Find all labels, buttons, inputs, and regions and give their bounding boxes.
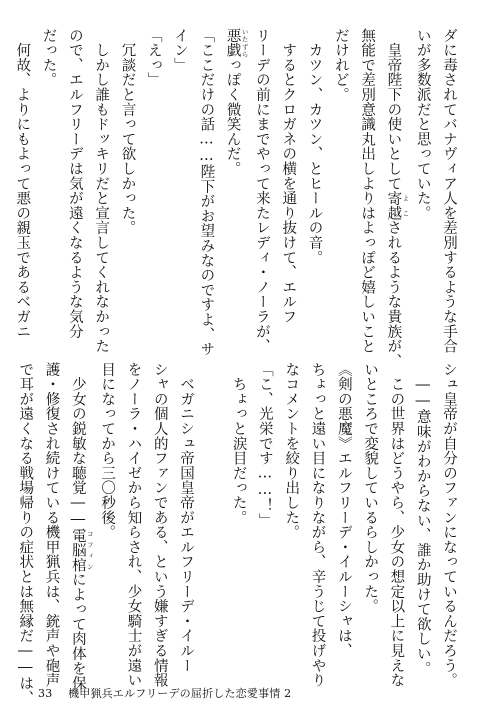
book-title: 機甲猟兵エルフリーデの屈折した恋愛事情 2 [68, 687, 292, 700]
text-line: 少女の鋭敏な聴覚――電脳棺 コフィンによって肉体を保 [69, 362, 94, 691]
furigana: 電脳棺 コフィン [69, 527, 94, 573]
text-line: 皇帝陛下の使いとして寄越 よこされるような貴族が、 [385, 28, 410, 369]
text-line: 何故、よりにもよって悪の親玉であるベガニ [14, 28, 31, 339]
text-line: で耳が遠くなる戦場帰りの症状とは無縁だ――は、 [17, 362, 34, 706]
text-line: カツン、カツン、とヒールの音。 [306, 28, 323, 265]
furigana: 悪戯 いたずら [224, 28, 249, 58]
text-line: 護・修復され続けている機甲猟兵は、銃声や砲声 [43, 362, 60, 688]
text-line: 《剣の悪魔》エルフリーデ・イルーシャは、 [335, 362, 352, 658]
text-line: ベガニシュ帝国皇帝がエルフリーデ・イルー [178, 362, 195, 673]
text-line: シュ皇帝が自分のファンになっているんだろう。 [441, 362, 457, 688]
text-line: だった。 [40, 28, 57, 88]
text-line: 冗談だと言って欲しかった。 [119, 28, 136, 236]
text-line: ちょっと涙目だった。 [230, 362, 247, 525]
text-line: しかし誰もドッキリだと宣言してくれなかった [93, 28, 110, 354]
text-line: 「ここだけの話……陛下がお望みなのですよ、サ [198, 28, 215, 357]
text-line: イン」 [172, 28, 189, 73]
text-line: 「こ、光栄です……！」 [256, 362, 273, 528]
text-line: リーデの前にまでやって来たレディ・ノーラが、 [253, 28, 270, 354]
text-line: なコメントを絞り出した。 [283, 362, 300, 540]
text-line: するとクロガネの横を通り抜けて、エルフ [280, 28, 297, 324]
text-line: シャの個人的ファンである、という嫌すぎる情報 [151, 362, 168, 688]
text-line: ダに毒されてバナヴィア人を差別するような手合 [441, 28, 457, 354]
text-line [199, 362, 225, 674]
text-line: ――意味がわからない、誰か助けて欲しい。 [414, 362, 431, 676]
text-line: いところで変貌しているらしかった。 [362, 362, 379, 614]
top-text-block [9, 28, 462, 369]
text-line: 「えっ」 [145, 28, 162, 88]
text-line: をノーラ・ハイゼから知らされ、少女騎士が遠い [125, 362, 142, 688]
text-line: ので、エルフリーデは気が遠くなるような気分 [66, 28, 83, 339]
furigana: 寄越 よこ [385, 190, 410, 221]
text-line: 悪戯 いたずらっぽく微笑んだ。 [224, 28, 249, 177]
text-line: だけれど。 [332, 28, 349, 102]
text-line: この世界はどうやら、少女の想定以上に見えな [388, 362, 405, 688]
text-line: いが多数派だと思っていた。 [414, 28, 431, 221]
page-footer [38, 685, 291, 701]
text-line: 無能で差別意識丸出しよりはよっぽど嬉しいこと [359, 28, 376, 354]
page-number: 33 [38, 687, 53, 700]
text-line: 目になってから三〇秒後。 [99, 362, 116, 540]
text-line: ちょっと遠い目になりながら、辛うじて投げやり [309, 362, 326, 688]
